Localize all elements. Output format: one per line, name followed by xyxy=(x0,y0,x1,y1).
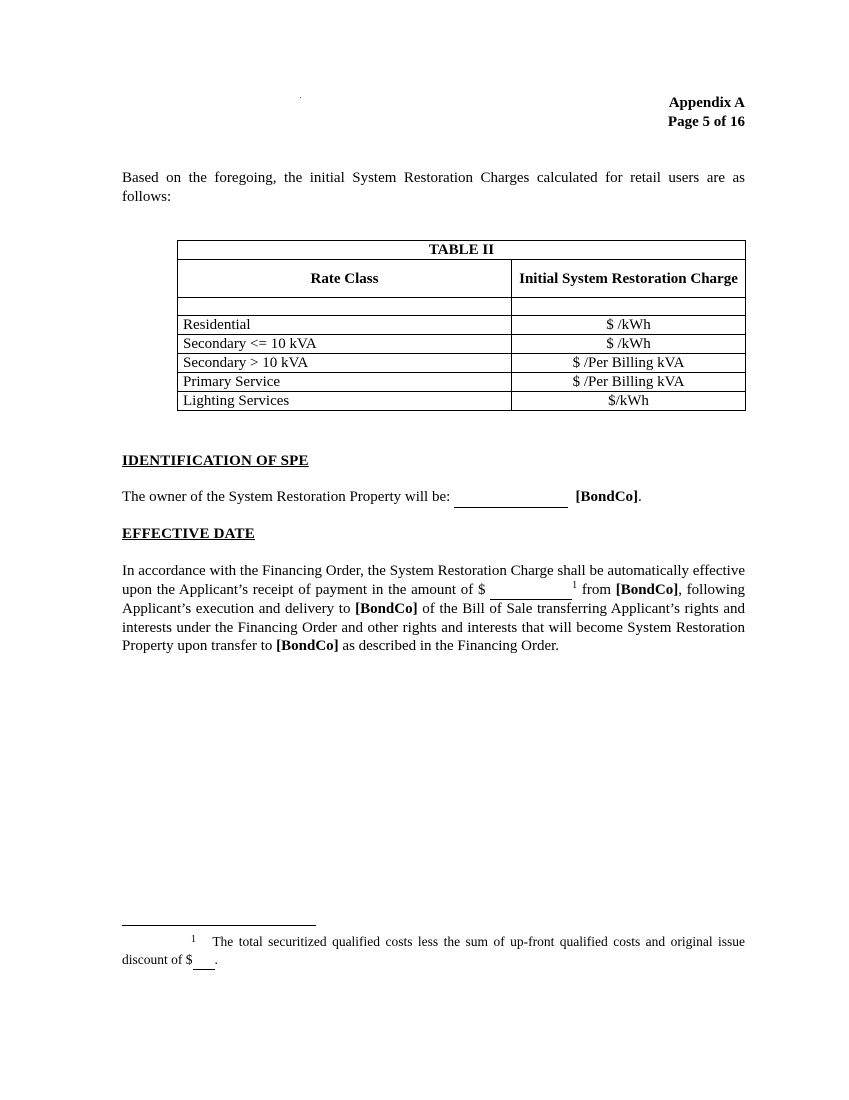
footnote xyxy=(122,933,745,970)
footnote-text: The total securitized qualified costs less the sum of up-front qualified costs and original issue discount of $ xyxy=(122,934,746,967)
page-header xyxy=(668,94,745,132)
table-row xyxy=(178,316,746,335)
bondco-ref: [BondCo] xyxy=(276,638,339,654)
intro-paragraph: Based on the foregoing, the initial System Restoration Charges calculated for retail users are as follows: xyxy=(122,170,745,205)
effective-text-4: of the Bill of Sale transferring Applicant’s rights and interests under the Financing Order and other rights and interests that will become System Restoration Property upon transfer to xyxy=(122,601,745,654)
table-title: TABLE II xyxy=(178,241,746,260)
bondco-ref: [BondCo] xyxy=(615,581,679,598)
charge-cell: $ /Per Billing kVA xyxy=(512,373,746,392)
footnote-ref: 1 xyxy=(572,579,578,591)
owner-blank xyxy=(454,488,568,508)
amount-blank xyxy=(490,581,572,601)
charge-header: Initial System Restoration Charge xyxy=(512,260,746,298)
rate-class-cell: Lighting Services xyxy=(178,392,512,411)
rate-class-cell: Secondary > 10 kVA xyxy=(178,354,512,373)
rate-table xyxy=(177,240,746,411)
spe-heading: IDENTIFICATION OF SPE xyxy=(122,453,309,469)
footnote-end: . xyxy=(214,952,218,967)
rate-class-cell: Secondary <= 10 kVA xyxy=(178,335,512,354)
rate-class-header: Rate Class xyxy=(178,260,512,298)
effective-text-3: , following Applicant’s execution and delivery to xyxy=(122,581,745,617)
footnote-divider xyxy=(122,925,316,926)
bondco-ref: [BondCo] xyxy=(355,601,418,617)
rate-class-cell: Residential xyxy=(178,316,512,335)
effective-date-heading: EFFECTIVE DATE xyxy=(122,526,255,542)
table-spacer-row xyxy=(178,298,746,316)
charge-cell: $ /kWh xyxy=(512,316,746,335)
effective-text-5: as described in the Financing Order. xyxy=(338,638,560,654)
table-row xyxy=(178,354,746,373)
effective-text-1: In accordance with the Financing Order, the System Restoration Charge shall be automatically effective upon the Applicant’s receipt of payment in the amount of $ xyxy=(122,563,745,598)
bondco-ref: [BondCo] xyxy=(575,489,639,505)
appendix-label: Appendix A xyxy=(668,95,745,111)
effective-text-2: from xyxy=(577,581,616,598)
spe-text: The owner of the System Restoration Property will be: xyxy=(122,489,455,505)
charge-cell: $ /kWh xyxy=(512,335,746,354)
charge-cell: $ /Per Billing kVA xyxy=(512,354,746,373)
effective-paragraph xyxy=(122,562,745,656)
spe-paragraph xyxy=(122,488,745,508)
table-row xyxy=(178,335,746,354)
discount-blank xyxy=(193,951,215,970)
footnote-number: 1 xyxy=(191,934,196,945)
table-row xyxy=(178,392,746,411)
scan-speck xyxy=(300,97,301,98)
rate-class-cell: Primary Service xyxy=(178,373,512,392)
charge-cell: $/kWh xyxy=(512,392,746,411)
spe-end: . xyxy=(638,489,642,505)
page-number: Page 5 of 16 xyxy=(667,114,745,130)
table-row xyxy=(178,373,746,392)
